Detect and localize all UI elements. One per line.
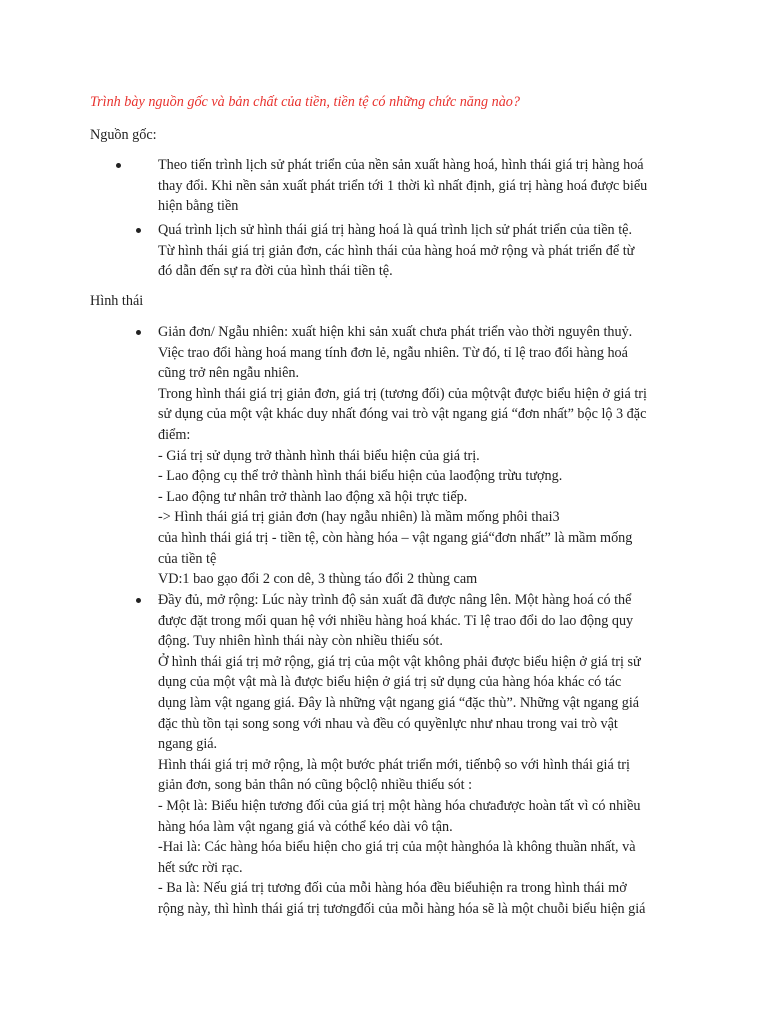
text-line: của hình thái giá trị - tiền tệ, còn hàng hóa – vật ngang giá“đơn nhất” là mầm mống bbox=[158, 529, 633, 546]
text-line: dụng làm vật ngang giá. Đây là những vật ngang giá “đặc thù”. Những vật ngang giá bbox=[158, 694, 640, 711]
question-title: Trình bày nguồn gốc và bản chất của tiền, tiền tệ có những chức năng nào? bbox=[90, 94, 520, 110]
text-line: cũng trở nên ngẫu nhiên. bbox=[158, 365, 300, 382]
text-line: - Lao động tư nhân trở thành lao động xã hội trực tiếp. bbox=[158, 488, 468, 505]
text-line: -> Hình thái giá trị giản đơn (hay ngẫu nhiên) là mầm mống phôi thai3 bbox=[158, 509, 560, 526]
section-heading-forms: Hình thái bbox=[90, 293, 144, 309]
text-line: Quá trình lịch sử hình thái giá trị hàng hoá là quá trình lịch sử phát triển của tiền tệ. bbox=[158, 222, 632, 238]
list-item-origin-2 bbox=[158, 220, 678, 282]
text-line: Từ hình thái giá trị giản đơn, các hình thái của hàng hoá mở rộng và phát triển để từ bbox=[158, 242, 635, 259]
text-line: được đặt trong mối quan hệ với nhiều hàng hoá khác. Tỉ lệ trao đổi do lao động quy bbox=[158, 612, 634, 629]
text-line: của tiền tệ bbox=[158, 550, 217, 567]
text-line: đặc thù tồn tại song song với nhau và đều có quyềnlực như nhau trong vai trò vật bbox=[158, 715, 618, 732]
text-line: Việc trao đổi hàng hoá mang tính đơn lẻ, ngẫu nhiên. Từ đó, tỉ lệ trao đổi hàng hoá bbox=[158, 344, 628, 361]
text-line: hiện bằng tiền bbox=[158, 198, 239, 215]
text-line: sử dụng của một vật khác duy nhất đóng vai trò vật ngang giá “đơn nhất” bộc lộ 3 đặc bbox=[158, 406, 647, 423]
text-line: - Một là: Biểu hiện tương đối của giá trị một hàng hóa chưađược hoàn tất vì có nhiều bbox=[158, 797, 641, 814]
text-line: hết sức rời rạc. bbox=[158, 859, 243, 876]
text-line: VD:1 bao gạo đổi 2 con dê, 3 thùng táo đổi 2 thùng cam bbox=[158, 571, 478, 588]
text-line: Giản đơn/ Ngẫu nhiên: xuất hiện khi sản xuất chưa phát triển vào thời nguyên thuỷ. bbox=[158, 324, 633, 340]
text-line: Ở hình thái giá trị mở rộng, giá trị của một vật không phải được biểu hiện ở giá trị sử bbox=[158, 653, 641, 670]
text-line: hàng hóa làm vật ngang giá và cóthể kéo dài vô tận. bbox=[158, 818, 453, 835]
list-item-form-expanded bbox=[158, 590, 678, 920]
bullet-icon bbox=[136, 228, 141, 233]
text-line: giản đơn, song bản thân nó cũng bộclộ nhiều thiếu sót : bbox=[158, 777, 473, 794]
text-line: ngang giá. bbox=[158, 736, 218, 753]
text-line: rộng này, thì hình thái giá trị tươngđối của mỗi hàng hóa sẽ là một chuỗi biểu hiện giá bbox=[158, 900, 646, 917]
text-line: - Giá trị sử dụng trở thành hình thái biểu hiện của giá trị. bbox=[158, 447, 480, 464]
text-line: Trong hình thái giá trị giản đơn, giá trị (tương đối) của mộtvật được biểu hiện ở giá trị bbox=[158, 385, 647, 402]
list-item-origin-1 bbox=[158, 155, 678, 217]
bullet-icon bbox=[136, 598, 141, 603]
text-line: Đầy đủ, mở rộng: Lúc này trình độ sản xuất đã được nâng lên. Một hàng hoá có thể bbox=[158, 592, 632, 608]
bullet-icon bbox=[136, 330, 141, 335]
text-line: Theo tiến trình lịch sử phát triển của nền sản xuất hàng hoá, hình thái giá trị hàng hoá bbox=[158, 157, 644, 173]
text-line: Hình thái giá trị mở rộng, là một bước phát triển mới, tiếnbộ so với hình thái giá trị bbox=[158, 756, 630, 773]
text-line: - Ba là: Nếu giá trị tương đối của mỗi hàng hóa đều biểuhiện ra trong hình thái mở bbox=[158, 880, 627, 897]
text-line: đó dẫn đến sự ra đời của hình thái tiền tệ. bbox=[158, 263, 393, 280]
text-line: điểm: bbox=[158, 426, 191, 443]
text-line: - Lao động cụ thể trở thành hình thái biểu hiện của laođộng trừu tượng. bbox=[158, 468, 563, 485]
text-line: động. Tuy nhiên hình thái này còn nhiều thiếu sót. bbox=[158, 633, 443, 650]
text-line: thay đổi. Khi nền sản xuất phát triển tới 1 thời kì nhất định, giá trị hàng hoá được biểu bbox=[158, 177, 648, 194]
bullet-icon bbox=[116, 163, 121, 168]
text-line: -Hai là: Các hàng hóa biểu hiện cho giá trị của một hànghóa là không thuần nhất, và bbox=[158, 839, 636, 856]
list-item-form-simple bbox=[158, 322, 678, 590]
text-line: dụng của một vật mà là được biểu hiện ở giá trị sử dụng của hàng hóa khác có tác bbox=[158, 674, 622, 691]
section-heading-origin: Nguồn gốc: bbox=[90, 127, 157, 143]
